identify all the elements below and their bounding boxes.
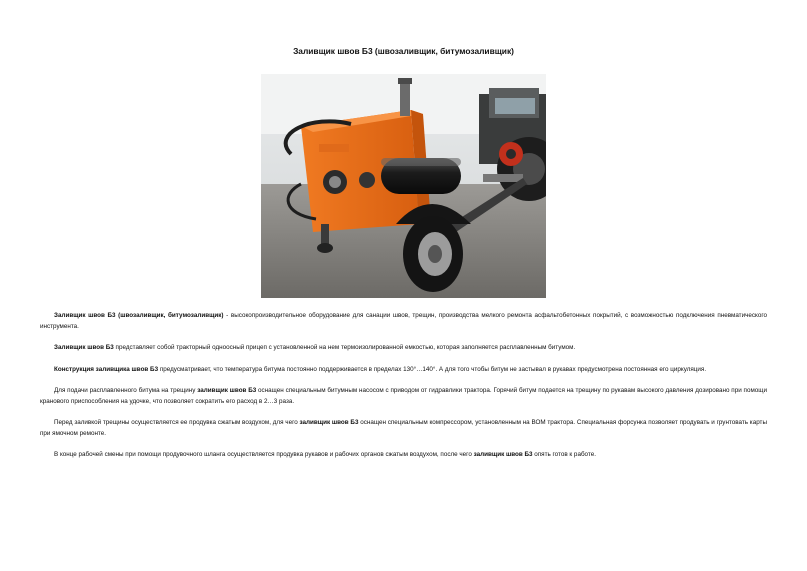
paragraph-text: В конце рабочей смены при помощи продувочного шланга осуществляется продувка рукавов и рабочих органов сжатым воздухом, после чего [54,451,474,458]
bold-term: заливщик швов Б3 [473,451,533,458]
bold-term: Заливщик швов Б3 [54,344,114,351]
paragraph [40,311,767,332]
paragraph-text: - высокопроизводительное оборудование для санации швов, трещин, производства мелкого ремонта асфальтобетонных покрытий, с возможностью подключения пневматического инструмента. [40,312,768,330]
page-title: Заливщик швов Б3 (швозаливщик, битумозаливщик) [293,46,514,56]
description-text [40,311,767,472]
paragraph-text: предусматривает, что температура битума постоянно поддерживается в пределах 130°…140°. А для того чтобы битум не застывал в рукавах предусмотрена постоянная его циркуляция. [158,365,707,373]
bitumen-sealer-trailer-image [261,74,546,298]
paragraph [40,386,767,407]
paragraph-text: оснащен специальным компрессором, установленным на ВОМ трактора. Специальная форсунка позволяет продувать и грунтовать карты при ямочном ремонте. [40,419,767,437]
paragraph [40,418,767,439]
bold-term: Заливщик швов Б3 (швозаливщик, битумозаливщик) [54,312,224,319]
paragraph-text: опять готов к работе. [532,451,596,458]
paragraph [40,365,767,376]
bold-term: заливщик швов Б3 [197,387,257,394]
paragraph-text: Для подачи расплавленного битума на трещину [54,387,198,394]
paragraph [40,450,767,461]
paragraph-text: Перед заливкой трещины осуществляется ее продувка сжатым воздухом, для чего [54,419,300,426]
paragraph-text: оснащен специальным битумным насосом с приводом от гидравлики трактора. Горячий битум подается на трещину по рукавам высокого давления дозировано при помощи кранового приспособления на удочке, что позволяет сократить его расход в 2…3 раза. [40,387,767,405]
bold-term: Конструкция заливщика швов Б3 [54,365,159,373]
bold-term: заливщик швов Б3 [299,419,359,426]
paragraph [40,343,767,354]
product-photo [261,74,546,298]
paragraph-text: представляет собой тракторный одноосный прицеп с установленной на нем термоизолированной емкостью, которая заполняется расплавленным битумом. [113,344,576,351]
